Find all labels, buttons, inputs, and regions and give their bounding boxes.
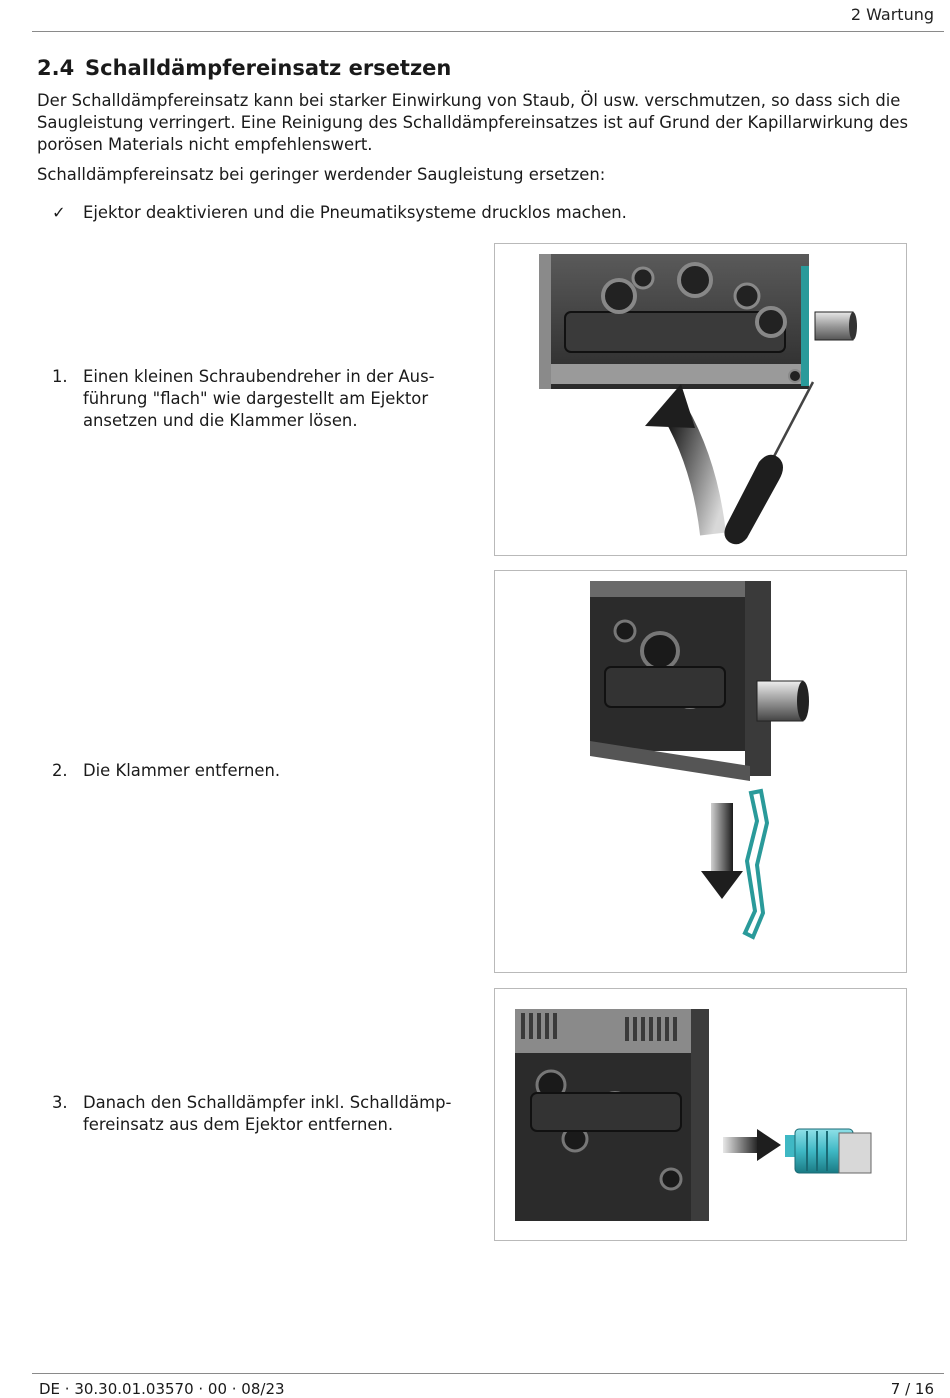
ejector-clip-removal-illustration [495,571,906,972]
intro-line: Saugleistung verringert. Eine Reinigung des Schalldämpfereinsatzes ist auf Grund der Kapillarwirkung des [37,113,908,132]
figure-step-2 [494,570,907,973]
step-text: führung "flach" wie dargestellt am Ejektor [83,389,429,408]
precondition-item [52,202,627,224]
page-header-section: 2 Wartung [850,5,934,24]
section-heading [37,56,451,80]
intro-line: porösen Materials nicht empfehlenswert. [37,135,373,154]
intro-paragraph [37,90,942,156]
checkmark-icon: ✓ [52,203,66,222]
step-text: ansetzen und die Klammer lösen. [83,411,358,430]
lead-sentence: Schalldämpfereinsatz bei geringer werdender Saugleistung ersetzen: [37,165,606,184]
figure-step-3 [494,988,907,1241]
step-item-1 [52,366,472,432]
header-rule [32,31,944,32]
footer-document-id: DE · 30.30.01.03570 · 00 · 08/23 [39,1380,285,1398]
step-number: 2. [52,761,68,780]
step-text: fereinsatz aus dem Ejektor entfernen. [83,1115,394,1134]
intro-line: Der Schalldämpfereinsatz kann bei starker Einwirkung von Staub, Öl usw. verschmutzen, so dass sich die [37,91,901,110]
footer-rule [32,1373,944,1374]
footer-page-number: 7 / 16 [890,1380,934,1398]
section-title: Schalldämpfereinsatz ersetzen [85,56,452,80]
figure-step-1 [494,243,907,556]
section-number: 2.4 [37,56,75,80]
ejector-screwdriver-illustration [495,244,906,555]
step-text: Die Klammer entfernen. [83,761,281,780]
step-item-2 [52,760,472,782]
step-number: 1. [52,367,68,386]
step-text: Einen kleinen Schraubendreher in der Aus- [83,367,435,386]
precondition-text: Ejektor deaktivieren und die Pneumatiksysteme drucklos machen. [83,203,627,222]
step-number: 3. [52,1093,68,1112]
step-item-3 [52,1092,472,1136]
ejector-muffler-removal-illustration [495,989,906,1240]
step-text: Danach den Schalldämpfer inkl. Schalldämp- [83,1093,452,1112]
